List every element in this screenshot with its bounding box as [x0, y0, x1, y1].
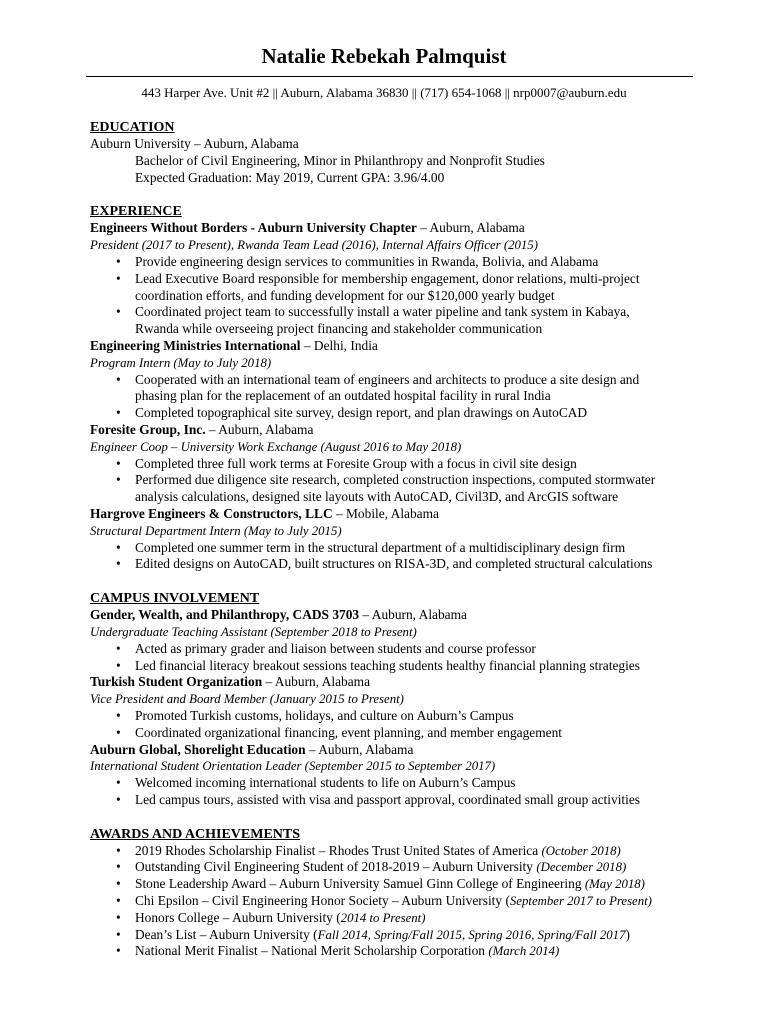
role-line: International Student Orientation Leader (September 2015 to September 2017) — [90, 759, 496, 774]
org-name: Gender, Wealth, and Philanthropy, CADS 3703 — [90, 607, 360, 623]
award-text: Stone Leadership Award – Auburn University Samuel Ginn College of Engineering — [135, 876, 585, 892]
bullet-item — [90, 556, 690, 573]
bullet-text-line: • Provide engineering design services to communities in Rwanda, Bolivia, and Alabama — [135, 253, 599, 269]
award-text: Dean’s List – Auburn University ( — [135, 926, 318, 942]
org-line — [90, 674, 690, 691]
award-date: (March 2014) — [488, 944, 560, 959]
resume-name: Natalie Rebekah Palmquist — [261, 44, 507, 68]
bullet-text-line: • Promoted Turkish customs, holidays, and culture on Auburn’s Campus — [135, 707, 514, 723]
award-text: National Merit Finalist – National Merit Scholarship Corporation — [135, 943, 489, 959]
campus-heading: CAMPUS INVOLVEMENT — [90, 591, 260, 607]
award-date: (October 2018) — [541, 843, 621, 858]
bullet-text-line: coordination efforts, and funding development for our $120,000 yearly budget — [135, 287, 555, 303]
role-line: Undergraduate Teaching Assistant (September 2018 to Present) — [90, 624, 417, 639]
award-date: Fall 2014, Spring/Fall 2015, Spring 2016, Spring/Fall 2017 — [317, 927, 626, 942]
org-location: – Auburn, Alabama — [305, 741, 414, 757]
bullet-item — [90, 658, 690, 675]
award-text: Chi Epsilon – Civil Engineering Honor Society – Auburn University ( — [135, 893, 510, 909]
contact-line: 443 Harper Ave. Unit #2 || Auburn, Alabama 36830 || (717) 654-1068 || nrp0007@auburn.edu — [141, 85, 627, 100]
award-date: 2014 to Present) — [340, 910, 426, 925]
award-text: Outstanding Civil Engineering Student of 2018-2019 – Auburn University — [135, 859, 537, 875]
experience-entries — [90, 220, 690, 573]
campus-section — [90, 590, 690, 809]
bullet-text-line: • Performed due diligence site research, completed construction inspections, computed stormwater — [135, 472, 656, 488]
school-line: Auburn University – Auburn, Alabama — [90, 136, 299, 151]
award-item — [90, 876, 690, 893]
org-location: – Mobile, Alabama — [332, 505, 439, 521]
org-location: – Auburn, Alabama — [205, 421, 314, 437]
experience-heading: EXPERIENCE — [90, 204, 182, 220]
role-line: President (2017 to Present), Rwanda Team Lead (2016), Internal Affairs Officer (2015) — [90, 238, 538, 253]
bullet-item — [90, 304, 690, 338]
org-line — [90, 506, 690, 523]
bullet-text-line: • Completed three full work terms at Foresite Group with a focus in civil site design — [135, 455, 577, 471]
bullet-text-line: analysis calculations, designed site layouts with AutoCAD, Civil3D, and ArcGIS software — [135, 489, 619, 505]
org-line — [90, 607, 690, 624]
bullet-list — [90, 540, 690, 574]
org-location: – Auburn, Alabama — [416, 220, 525, 236]
bullet-item — [90, 405, 690, 422]
award-item — [90, 910, 690, 927]
bullet-item — [90, 775, 690, 792]
bullet-text-line: • Welcomed incoming international students to life on Auburn’s Campus — [135, 775, 516, 791]
award-suffix: ) — [625, 926, 630, 942]
bullet-item — [90, 472, 690, 506]
bullet-text-line: • Led campus tours, assisted with visa and passport approval, coordinated small group activities — [135, 791, 641, 807]
award-item — [90, 943, 690, 960]
role-line: Vice President and Board Member (January 2015 to Present) — [90, 692, 404, 707]
bullet-list — [90, 372, 690, 422]
award-item — [90, 843, 690, 860]
bullet-item — [90, 792, 690, 809]
bullet-item — [90, 725, 690, 742]
resume-body — [90, 119, 690, 977]
award-text: 2019 Rhodes Scholarship Finalist – Rhodes Trust United States of America — [135, 842, 542, 858]
bullet-item — [90, 540, 690, 557]
org-location: – Auburn, Alabama — [262, 674, 371, 690]
org-name: Engineers Without Borders - Auburn University Chapter — [90, 220, 417, 236]
org-line — [90, 742, 690, 759]
education-section — [90, 119, 690, 186]
bullet-list — [90, 254, 690, 338]
org-location: – Auburn, Alabama — [359, 607, 467, 623]
org-name: Engineering Ministries International — [90, 337, 301, 353]
bullet-list — [90, 708, 690, 742]
org-line — [90, 220, 690, 237]
bullet-text-line: Rwanda while overseeing project financing and stakeholder communication — [135, 321, 543, 337]
header-divider — [86, 76, 693, 77]
campus-entries — [90, 607, 690, 809]
bullet-text-line: phasing plan for the replacement of an outdated hospital facility in rural India — [135, 388, 551, 404]
bullet-item — [90, 254, 690, 271]
org-name: Turkish Student Organization — [90, 674, 263, 690]
bullet-text-line: • Cooperated with an international team of engineers and architects to produce a site design and — [135, 371, 640, 387]
bullet-list — [90, 641, 690, 675]
award-item — [90, 927, 690, 944]
bullet-text-line: • Edited designs on AutoCAD, built structures on RISA-3D, and completed structural calculations — [135, 556, 653, 572]
bullet-list — [90, 456, 690, 506]
org-name: Foresite Group, Inc. — [90, 421, 206, 437]
org-line — [90, 422, 690, 439]
awards-section — [90, 826, 690, 961]
bullet-text-line: • Led financial literacy breakout sessions teaching students healthy financial planning strategies — [135, 657, 640, 673]
award-date: (December 2018) — [536, 860, 627, 875]
org-name: Auburn Global, Shorelight Education — [90, 741, 306, 757]
bullet-item — [90, 271, 690, 305]
education-heading: EDUCATION — [90, 120, 175, 135]
award-text: Honors College – Auburn University ( — [135, 909, 341, 925]
awards-list — [90, 843, 690, 961]
bullet-item — [90, 372, 690, 406]
org-name: Hargrove Engineers & Constructors, LLC — [90, 505, 333, 521]
award-date: September 2017 to Present) — [509, 894, 652, 909]
bullet-text-line: • Completed one summer term in the structural department of a multidisciplinary design firm — [135, 539, 626, 555]
award-item — [90, 893, 690, 910]
org-line — [90, 338, 690, 355]
bullet-text-line: • Completed topographical site survey, design report, and plan drawings on AutoCAD — [135, 405, 588, 421]
bullet-item — [90, 641, 690, 658]
graduation-line: Expected Graduation: May 2019, Current GPA: 3.96/4.00 — [135, 169, 445, 185]
bullet-text-line: • Lead Executive Board responsible for membership engagement, donor relations, multi-project — [135, 270, 640, 286]
role-line: Program Intern (May to July 2018) — [90, 355, 272, 370]
award-item — [90, 859, 690, 876]
org-location: – Delhi, India — [300, 337, 378, 353]
bullet-item — [90, 456, 690, 473]
awards-heading: AWARDS AND ACHIEVEMENTS — [90, 826, 301, 842]
bullet-item — [90, 708, 690, 725]
experience-section — [90, 203, 690, 573]
role-line: Engineer Coop – University Work Exchange (August 2016 to May 2018) — [90, 439, 462, 454]
bullet-text-line: • Coordinated project team to successfully install a water pipeline and tank system in Kabaya, — [135, 304, 630, 320]
bullet-text-line: • Acted as primary grader and liaison between students and course professor — [135, 640, 536, 656]
role-line: Structural Department Intern (May to July 2015) — [90, 523, 342, 538]
award-date: (May 2018) — [584, 877, 645, 892]
bullet-list — [90, 775, 690, 809]
degree-line: Bachelor of Civil Engineering, Minor in Philanthropy and Nonprofit Studies — [135, 152, 545, 168]
bullet-text-line: • Coordinated organizational financing, event planning, and member engagement — [135, 724, 562, 740]
